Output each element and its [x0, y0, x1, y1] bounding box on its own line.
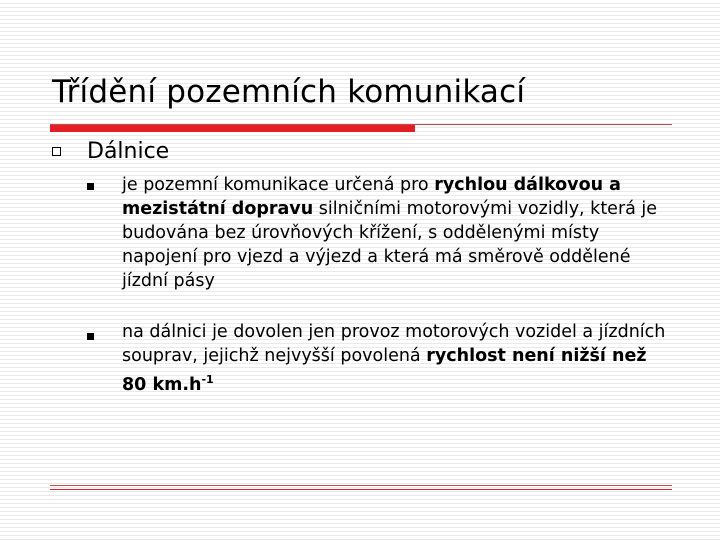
definition-text-end: silničními motorovými vozidly, která je budována bez úrovňových křížení, s oddělenými místy napojení pro vjezd a výjezd a která má směrově oddělené jízdní pásy — [122, 199, 658, 291]
speed-limit: rychlost není nižší než 80 km.h — [122, 346, 647, 395]
footer-rule-top — [50, 485, 672, 486]
square-bullet-icon — [87, 183, 94, 190]
title-accent-bar — [50, 125, 415, 132]
subbullet-definition — [122, 173, 674, 293]
footer-rule-bottom — [50, 489, 672, 490]
speed-unit-exponent: -1 — [201, 373, 214, 386]
hollow-square-bullet-icon — [52, 147, 61, 156]
definition-text-start: je pozemní komunikace určená pro — [122, 175, 435, 195]
definition-emphasis: rychlou dálkovou a mezistátní dopravu — [122, 175, 621, 219]
bullet-dalnice: Dálnice — [87, 139, 170, 164]
subbullet-speed — [122, 320, 674, 397]
slide-title: Třídění pozemních komunikací — [52, 74, 526, 110]
speed-text-start: na dálnici je dovolen jen provoz motorových vozidel a jízdních souprav, jejichž nejvyšší povolená — [122, 322, 666, 366]
square-bullet-icon — [87, 333, 94, 340]
